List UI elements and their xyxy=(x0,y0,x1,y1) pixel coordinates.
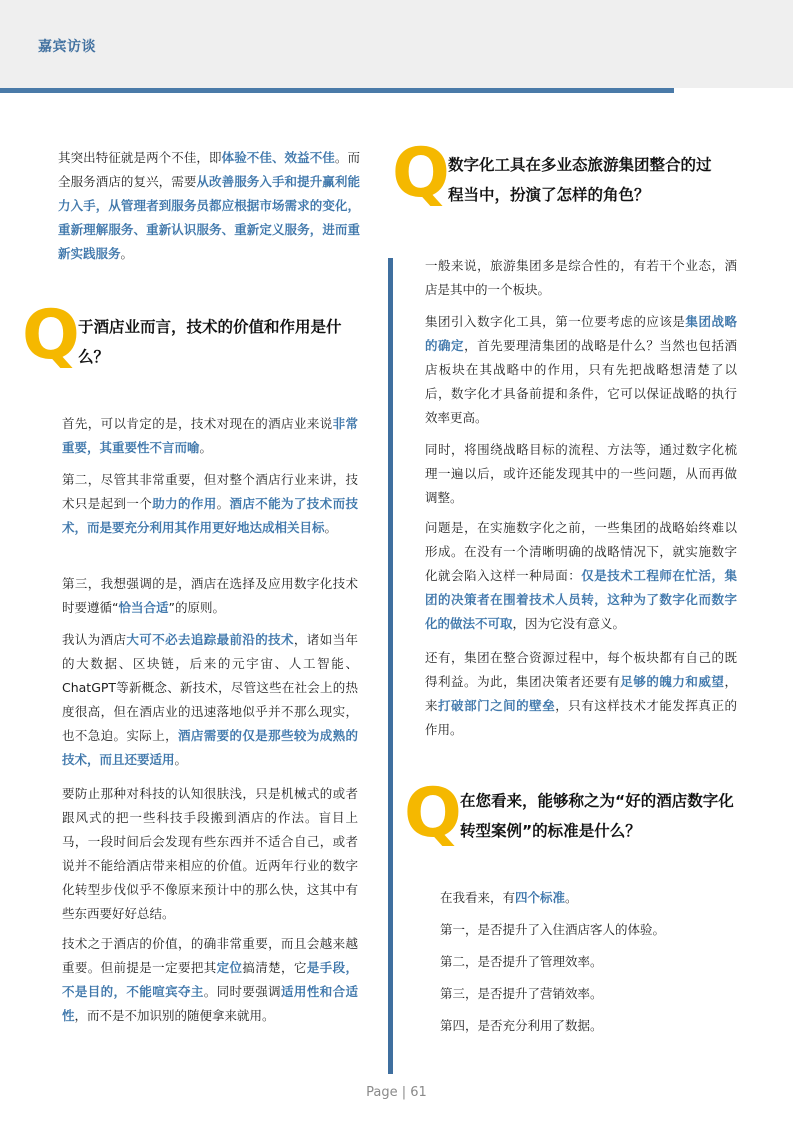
question-heading: 数字化工具在多业态旅游集团整合的过程当中，扮演了怎样的角色？ xyxy=(448,156,712,204)
body-text: 。 xyxy=(120,246,134,261)
body-text: 搞清楚，它 xyxy=(242,960,307,975)
intro-paragraph xyxy=(58,146,360,266)
body-text: 。 xyxy=(565,890,578,905)
answer-paragraph xyxy=(425,310,737,430)
highlight-text: 体验不佳、效益不佳 xyxy=(221,150,335,165)
body-text: 。 xyxy=(199,440,213,455)
body-text: ，诸如当年的大数据、区块链，后来的元宇宙、人工智能、ChatGPT等新概念、新技术，尽管这些在社会上的热度很高，但在酒店业的迅速落地似乎并不那么现实，也不急迫。实际上， xyxy=(62,632,358,743)
body-text: 第二，尽管其非常重要，但对整个酒店行业来讲，技术只是起到一个 xyxy=(62,472,358,511)
body-text: 技术之于酒店的价值，的确非常重要，而且会越来越重要。但前提是一定要把其 xyxy=(62,936,358,975)
body-text: ，只有这样技术才能发挥真正的作用。 xyxy=(425,698,737,737)
body-text: 首先，可以肯定的是，技术对现在的酒店业来说 xyxy=(62,416,333,431)
answer-paragraph xyxy=(425,438,737,510)
answer-paragraph xyxy=(425,646,737,742)
answer-paragraph xyxy=(62,572,358,620)
q-mark-icon: Q xyxy=(404,774,462,853)
q-mark-icon: Q xyxy=(392,134,450,213)
body-text: 同时，将围绕战略目标的流程、方法等，通过数字化梳理一遍以后，或许还能发现其中的一些问题，从而再做调整。 xyxy=(425,442,737,505)
highlight-text: 四个标准 xyxy=(515,890,566,905)
q-mark-icon: Q xyxy=(22,296,80,375)
highlight-text: 集团战略的确定 xyxy=(425,314,737,353)
page-number: Page | 61 xyxy=(366,1085,427,1100)
answer-paragraph xyxy=(62,932,358,1028)
body-text: 问题是，在实施数字化之前，一些集团的战略始终难以形成。在没有一个清晰明确的战略情况下，就实施数字化就会陷入这样一种局面： xyxy=(425,520,737,583)
question-block-right-2 xyxy=(404,774,744,853)
highlight-text: 酒店需要的仅是那些较为成熟的技术，而且还要适用 xyxy=(62,728,358,767)
highlight-text: 打破部门之间的壁垒 xyxy=(438,698,556,713)
body-text: 。 xyxy=(174,752,188,767)
criteria-item: 第一，是否提升了入住酒店客人的体验。 xyxy=(440,922,666,937)
highlight-text: 从改善服务入手和提升赢利能力入手，从管理者到服务员都应根据市场需求的变化，重新理解服务、重新认识服务、重新定义服务，进而重新实践服务 xyxy=(58,174,360,261)
question-block-left xyxy=(22,296,362,375)
highlight-text: 适用性和合适性 xyxy=(62,984,358,1023)
criteria-item: 第二，是否提升了管理效率。 xyxy=(440,954,603,969)
highlight-text: 是手段，不是目的，不能喧宾夺主 xyxy=(62,960,358,999)
body-text: 还有，集团在整合资源过程中，每个板块都有自己的既得利益。为此，集团决策者还要有 xyxy=(425,650,737,689)
body-text: ，因为它没有意义。 xyxy=(512,616,626,631)
column-accent-bar xyxy=(388,258,393,1074)
body-text: 。而全服务酒店的复兴，需要 xyxy=(58,150,360,189)
answer-paragraph xyxy=(425,254,737,302)
highlight-text: 大可不必去追踪最前沿的技术 xyxy=(126,632,294,647)
answer-paragraph xyxy=(62,628,358,772)
body-text: 。 xyxy=(216,496,230,511)
highlight-text: 定位 xyxy=(216,960,243,975)
body-text: 。 xyxy=(324,520,338,535)
question-heading: 于酒店业而言，技术的价值和作用是什么？ xyxy=(78,318,342,366)
body-text: 其突出特征就是两个不佳，即 xyxy=(58,150,222,165)
highlight-text: 仅是技术工程师在忙活，集团的决策者在围着技术人员转，这种为了数字化而数字化的做法不可取 xyxy=(425,568,737,631)
answer-paragraph xyxy=(425,516,737,636)
criteria-item: 第三，是否提升了营销效率。 xyxy=(440,986,603,1001)
body-text: ，来 xyxy=(425,674,737,713)
highlight-text: 助力的作用 xyxy=(152,496,217,511)
answer-paragraph xyxy=(62,782,358,926)
highlight-text: 非常重要，其重要性不言而喻 xyxy=(62,416,358,455)
highlight-text: 足够的魄力和威望 xyxy=(620,674,725,689)
highlight-text: 恰当合适 xyxy=(118,600,169,615)
section-title: 嘉宾访谈 xyxy=(38,39,96,55)
body-text: 一般来说，旅游集团多是综合性的，有若干个业态，酒店是其中的一个板块。 xyxy=(425,258,737,297)
body-text: 要防止那种对科技的认知很肤浅，只是机械式的或者跟风式的把一些科技手段搬到酒店的作法。盲目上马，一段时间后会发现有些东西并不适合自己，或者说并不能给酒店带来相应的价值。近两年行业的数字化转型步伐似乎不像原来预计中的那么快，这其中有些东西要好好总结。 xyxy=(62,786,358,921)
question-block-right-1 xyxy=(392,134,732,213)
answer-paragraph xyxy=(62,412,358,460)
body-text: 第三，我想强调的是，酒店在选择及应用数字化技术时要遵循“ xyxy=(62,576,358,615)
criteria-item: 第四，是否充分利用了数据。 xyxy=(440,1018,603,1033)
body-text: 在我看来，有 xyxy=(440,890,516,905)
body-text: ，而不是不加识别的随便拿来就用。 xyxy=(74,1008,275,1023)
header-rule xyxy=(0,88,674,93)
header-band xyxy=(0,0,793,88)
body-text: 我认为酒店 xyxy=(62,632,127,647)
body-text: ”的原则。 xyxy=(168,600,225,615)
body-text: 。同时要强调 xyxy=(203,984,282,999)
criteria-intro xyxy=(440,886,740,910)
body-text: 集团引入数字化工具，第一位要考虑的应该是 xyxy=(425,314,686,329)
highlight-text: 酒店不能为了技术而技术，而是要充分利用其作用更好地达成相关目标 xyxy=(62,496,358,535)
question-heading: 在您看来，能够称之为“好的酒店数字化转型案例”的标准是什么？ xyxy=(460,792,734,840)
answer-paragraph xyxy=(62,468,358,540)
body-text: ，首先要理清集团的战略是什么？当然也包括酒店板块在其战略中的作用，只有先把战略想清楚了以后，数字化才具备前提和条件，它可以保证战略的执行效率更高。 xyxy=(425,338,737,425)
